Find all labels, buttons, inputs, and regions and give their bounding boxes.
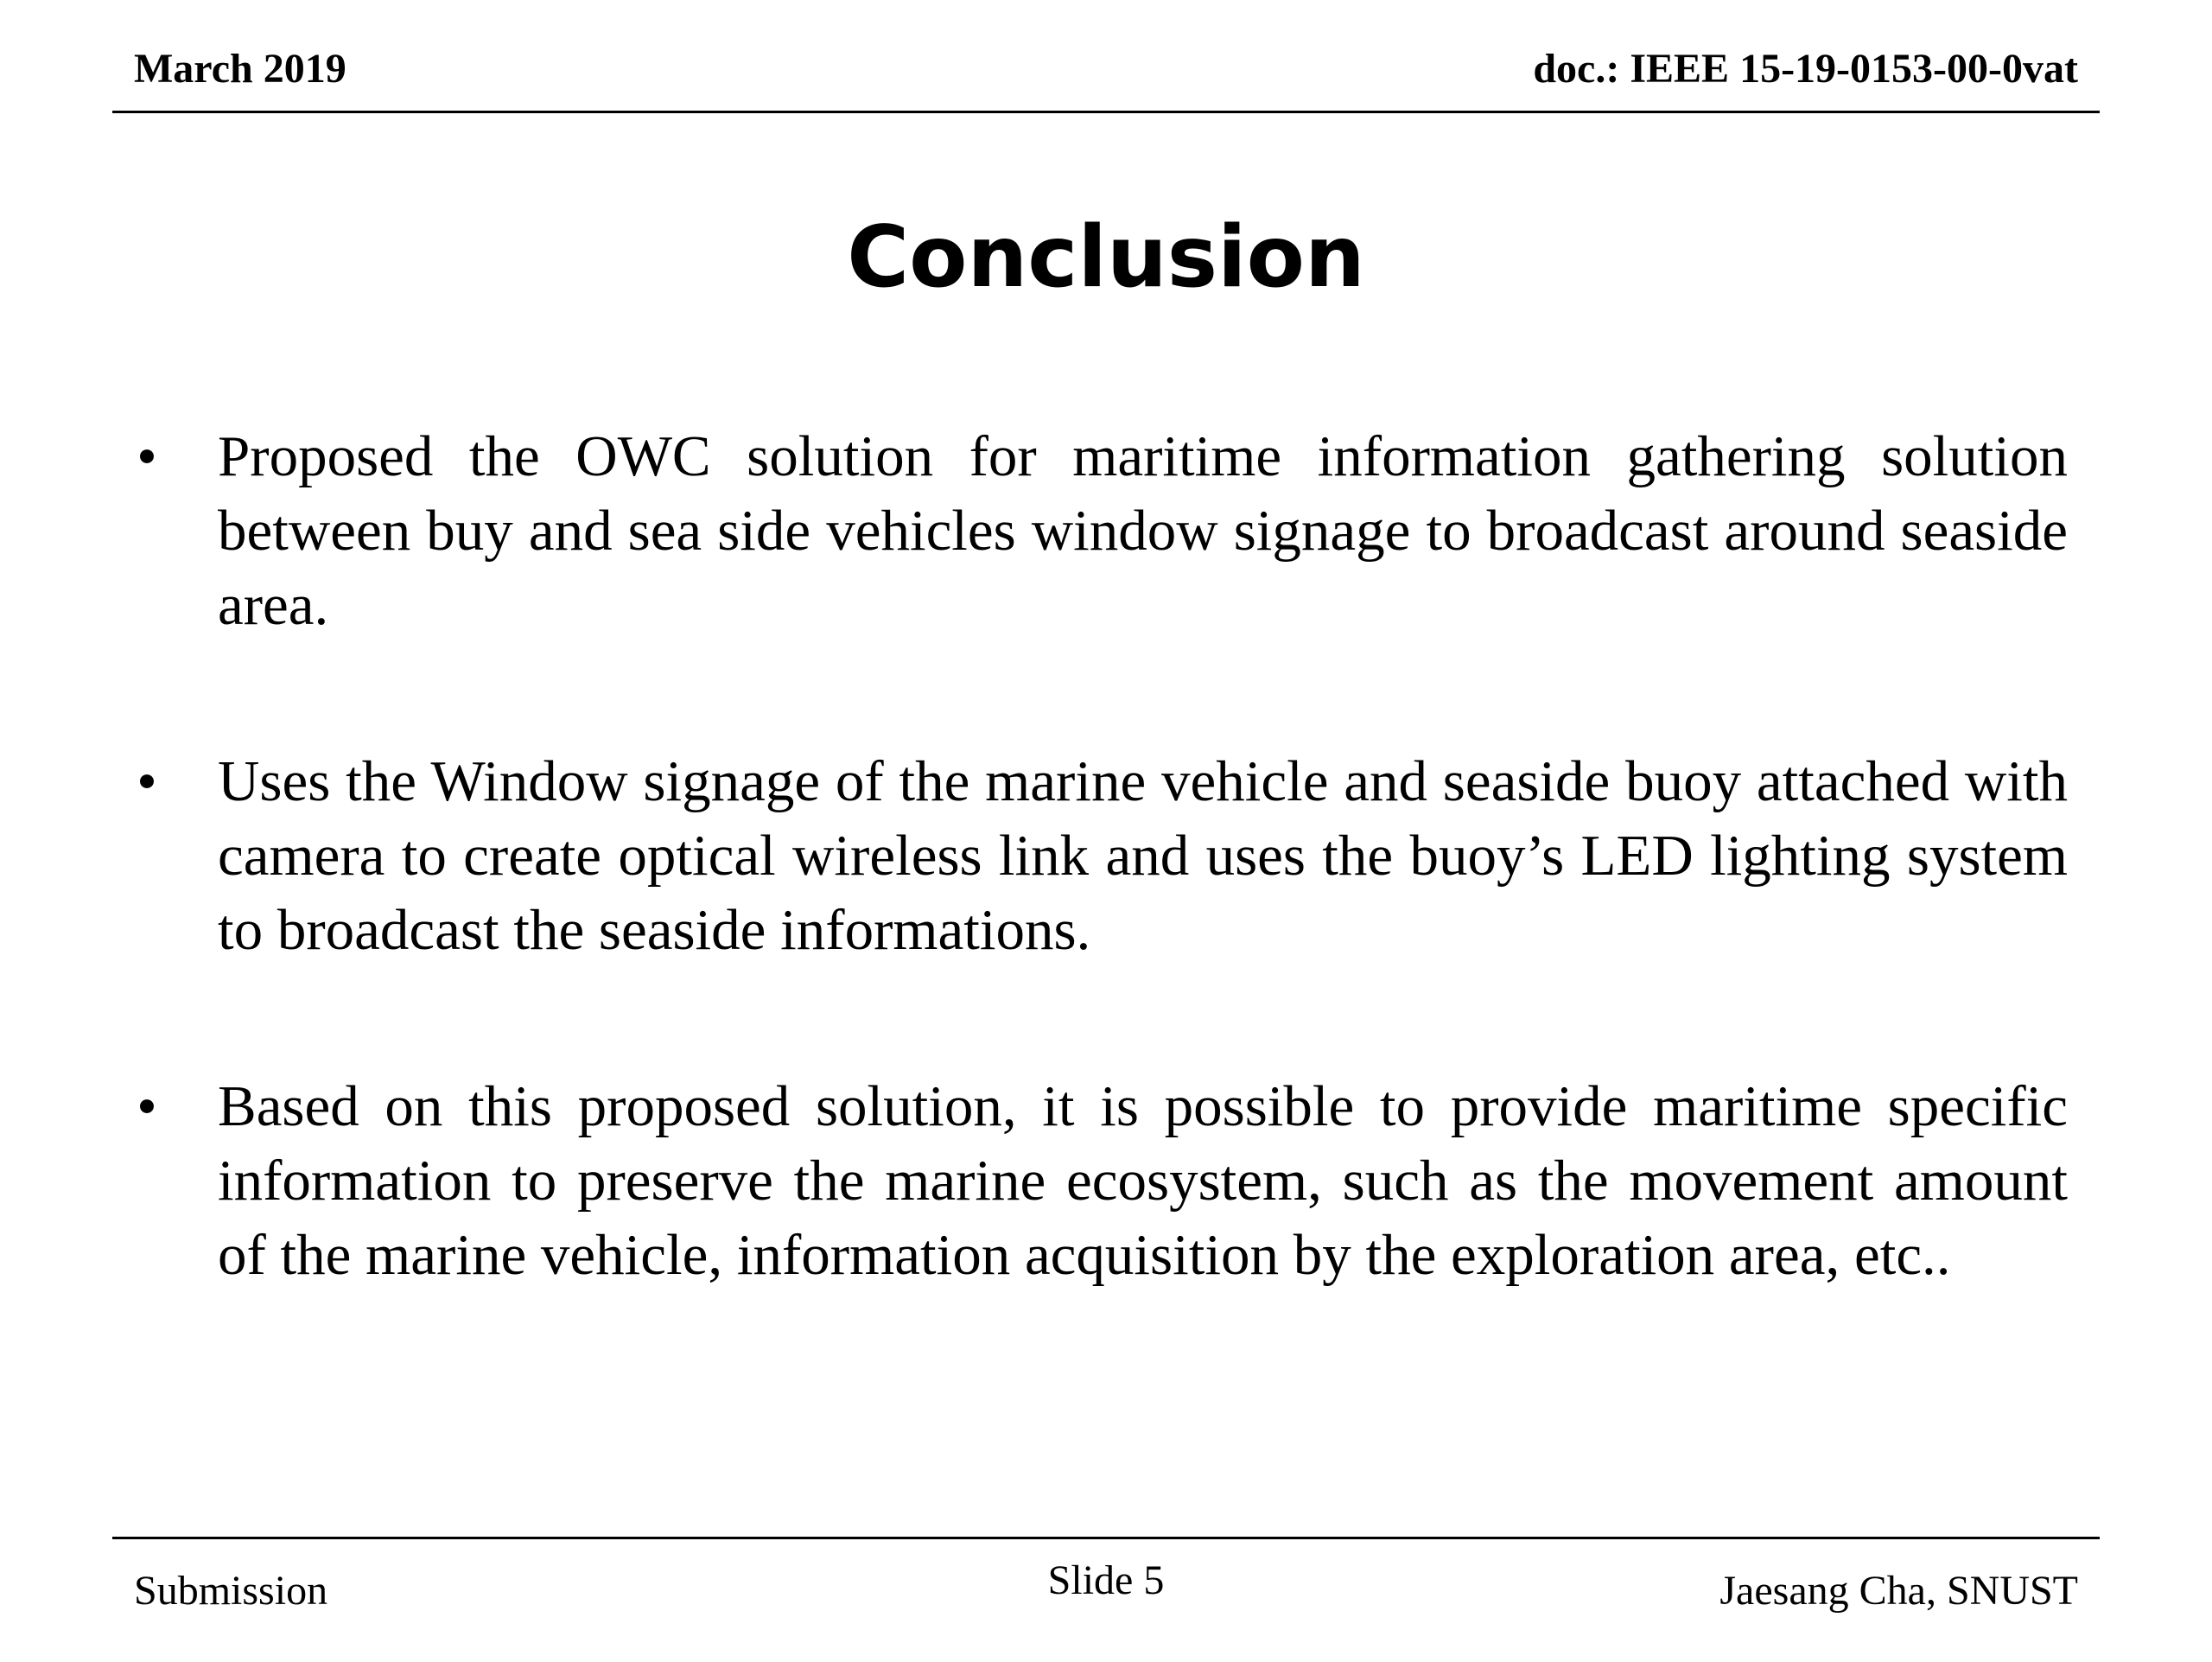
bullet-item xyxy=(130,1069,2068,1292)
slide-footer xyxy=(112,1537,2100,1662)
bullet-marker: • xyxy=(137,749,157,813)
footer-submission: Submission xyxy=(134,1568,328,1614)
footer-author: Jaesang Cha, SNUST xyxy=(1719,1568,2078,1614)
bullet-text: Proposed the OWC solution for maritime information gathering solution between buy and sea side vehicles window signage to broadcast around seaside area. xyxy=(218,424,2068,637)
footer-slide-number: Slide 5 xyxy=(1047,1557,1165,1603)
bullet-marker: • xyxy=(137,1074,157,1138)
bullet-text: Uses the Window signage of the marine vehicle and seaside buoy attached with camera to create optical wireless link and uses the buoy’s LED lighting system to broadcast the seaside informations. xyxy=(218,749,2068,962)
bullet-marker: • xyxy=(137,424,157,488)
bullet-item xyxy=(130,744,2068,967)
header-doc-id: doc.: IEEE 15-19-0153-00-0vat xyxy=(1533,46,2078,92)
slide-header xyxy=(112,0,2100,113)
slide-title: Conclusion xyxy=(847,208,1365,307)
bullet-text: Based on this proposed solution, it is possible to provide maritime specific information to preserve the marine ecosystem, such as the movement amount of the marine vehicle, information acquisition by the exploration area, etc.. xyxy=(218,1074,2068,1287)
bullet-list xyxy=(130,419,2068,1292)
header-date: March 2019 xyxy=(134,46,346,92)
bullet-item xyxy=(130,419,2068,642)
